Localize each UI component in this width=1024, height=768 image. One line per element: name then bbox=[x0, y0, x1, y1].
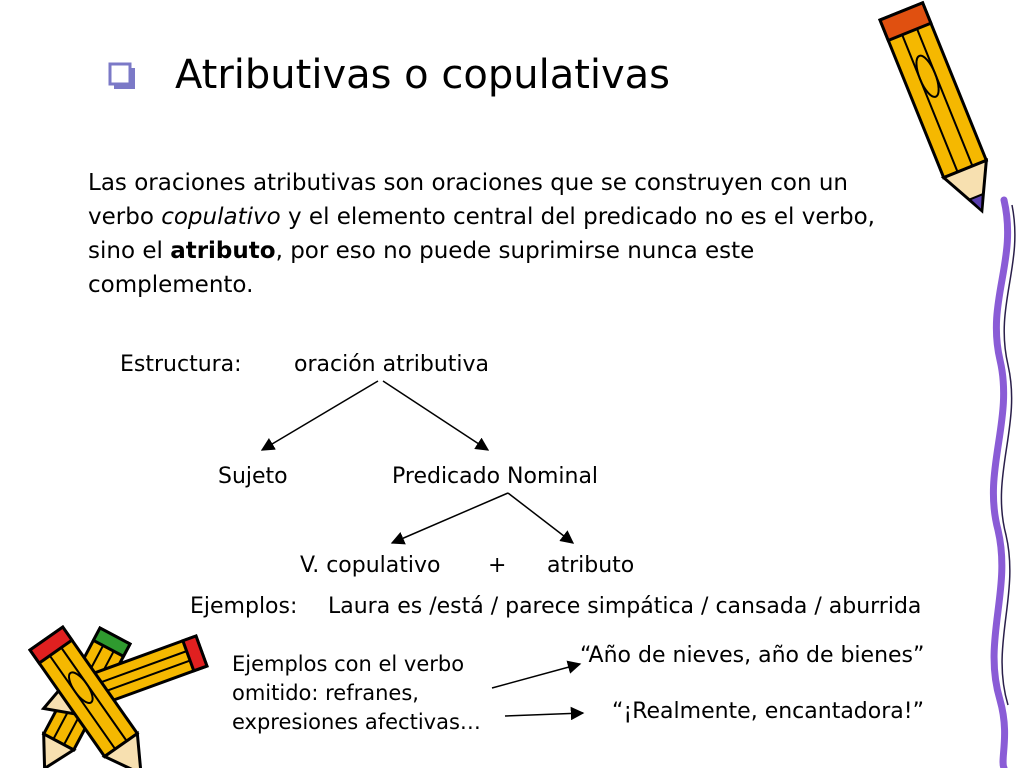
paragraph-italic-term: copulativo bbox=[161, 204, 281, 230]
structure-root-node: oración atributiva bbox=[294, 352, 490, 377]
arrow-predicate-to-attribute bbox=[508, 493, 573, 543]
arrow-to-proverb bbox=[492, 664, 580, 688]
paragraph-text: , por eso no puede suprimirse nunca este complemento. bbox=[88, 238, 755, 298]
arrow-to-affective bbox=[505, 713, 583, 716]
subject-node: Sujeto bbox=[218, 464, 288, 489]
predicate-node: Predicado Nominal bbox=[392, 464, 599, 489]
paragraph-text: Las oraciones atributivas son oraciones que se construyen con un verbo bbox=[88, 170, 849, 230]
arrow-predicate-to-verb bbox=[392, 493, 508, 543]
examples-label: Ejemplos: bbox=[190, 594, 298, 619]
paragraph-bold-term: atributo bbox=[170, 238, 276, 264]
verb-node: V. copulativo bbox=[300, 553, 441, 578]
omitted-verb-text: Ejemplos con el verbo omitido: refranes, expresiones afectivas… bbox=[232, 652, 481, 734]
paragraph-text: y el elemento central del predicado no es el verbo, sino el bbox=[88, 204, 875, 264]
examples-text: Laura es /está / parece simpática / cansada / aburrida bbox=[328, 594, 922, 619]
affective-example: “¡Realmente, encantadora!” bbox=[612, 699, 924, 724]
attribute-node: atributo bbox=[547, 553, 635, 578]
arrow-root-to-predicate bbox=[383, 381, 488, 450]
arrow-root-to-subject bbox=[262, 381, 378, 450]
slide-title: Atributivas o copulativas bbox=[175, 52, 671, 98]
structure-label: Estructura: bbox=[120, 352, 242, 377]
proverb-example: “Año de nieves, año de bienes” bbox=[580, 643, 925, 668]
plus-sign: + bbox=[488, 553, 507, 578]
